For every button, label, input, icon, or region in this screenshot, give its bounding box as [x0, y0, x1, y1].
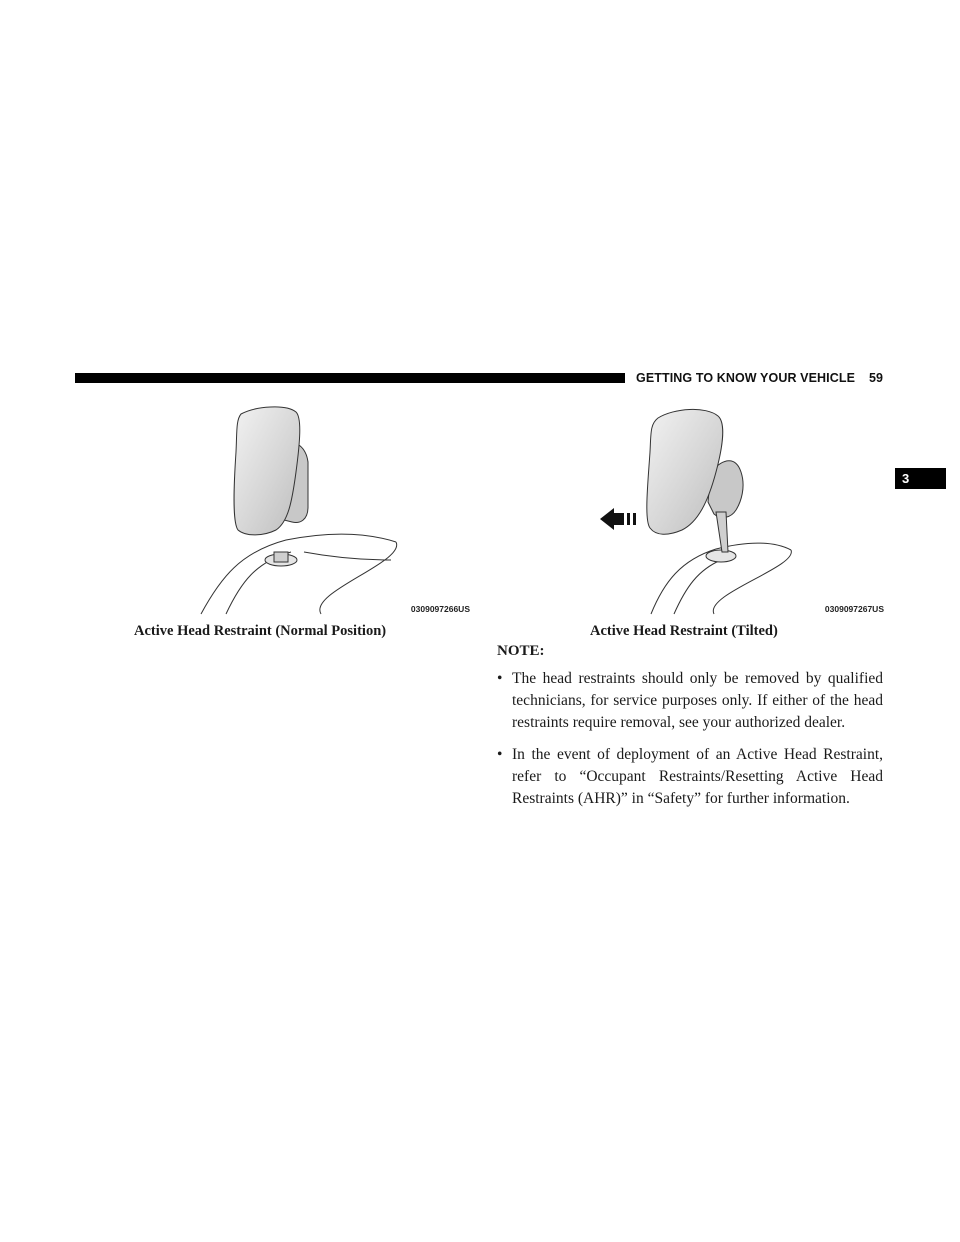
page-number: 59 — [869, 371, 883, 385]
bullet-icon: • — [497, 670, 503, 687]
head-restraint-tilted-illustration — [586, 402, 886, 616]
figure-head-restraint-normal — [196, 402, 472, 616]
figure-code: 0309097267US — [824, 604, 884, 614]
section-title: GETTING TO KNOW YOUR VEHICLE — [636, 371, 856, 385]
list-item — [497, 668, 883, 734]
list-item-text: The head restraints should only be removed by qualified technicians, for service purposes only. If either of the head restraints require removal, see your authorized dealer. — [512, 670, 883, 731]
head-restraint-normal-illustration — [196, 402, 472, 616]
note-list — [497, 668, 883, 820]
figure-code: 0309097266US — [410, 604, 470, 614]
figure-caption-normal: Active Head Restraint (Normal Position) — [134, 623, 387, 639]
bullet-icon: • — [497, 746, 503, 763]
chapter-tab: 3 — [895, 468, 946, 489]
list-item-text: In the event of deployment of an Active Head Restraint, refer to “Occupant Restraints/Resetting Active Head Restraints (AHR)” in “Safety” for further information. — [512, 746, 883, 807]
list-item — [497, 744, 883, 810]
figure-caption-tilted: Active Head Restraint (Tilted) — [590, 623, 778, 639]
forward-arrow-icon — [600, 508, 636, 530]
header-rule — [75, 373, 625, 383]
figure-head-restraint-tilted — [586, 402, 886, 616]
note-heading: NOTE: — [497, 643, 545, 659]
